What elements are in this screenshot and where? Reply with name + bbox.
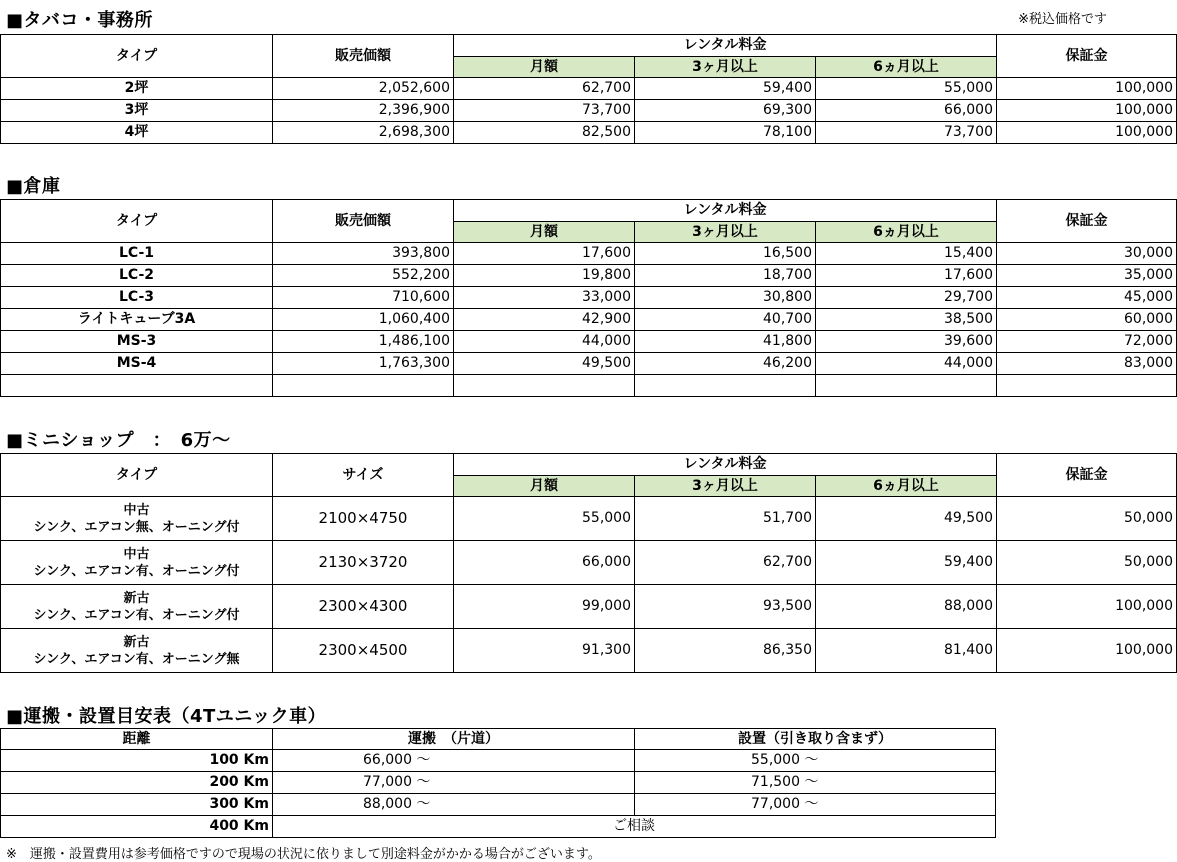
header-monthly: 月額	[454, 476, 635, 497]
table-row	[1, 629, 1177, 673]
sale-price-cell: 2,396,900	[273, 100, 454, 122]
monthly-cell: 49,500	[454, 353, 635, 375]
six-month-cell: 38,500	[816, 309, 997, 331]
six-month-cell: 29,700	[816, 287, 997, 309]
table-row	[1, 287, 1177, 309]
sale-price-cell	[273, 375, 454, 397]
type-cell	[1, 375, 273, 397]
three-month-cell: 16,500	[635, 243, 816, 265]
monthly-cell: 55,000	[454, 497, 635, 541]
three-month-cell: 69,300	[635, 100, 816, 122]
six-month-cell: 81,400	[816, 629, 997, 673]
table-row	[1, 497, 1177, 541]
six-month-cell: 88,000	[816, 585, 997, 629]
spec-label: シンク、エアコン有、オーニング付	[33, 607, 240, 623]
header-deposit: 保証金	[997, 35, 1177, 78]
header-rental: レンタル料金	[454, 200, 997, 222]
three-month-cell: 78,100	[635, 122, 816, 144]
six-month-cell: 73,700	[816, 122, 997, 144]
install-cell: 71,500 ～	[635, 772, 996, 794]
type-cell	[1, 497, 273, 541]
section-title-tobacco: ■タバコ・事務所	[6, 10, 153, 31]
sale-price-cell: 393,800	[273, 243, 454, 265]
type-cell: LC-3	[1, 287, 273, 309]
six-month-cell: 39,600	[816, 331, 997, 353]
type-cell	[1, 585, 273, 629]
table-row	[1, 750, 996, 772]
tax-note: ※税込価格です	[1018, 12, 1107, 27]
carry-cell: 77,000 ～	[273, 772, 635, 794]
three-month-cell: 59,400	[635, 78, 816, 100]
table-row	[1, 816, 996, 838]
monthly-cell: 42,900	[454, 309, 635, 331]
table-row	[1, 100, 1177, 122]
header-3months: 3ヶ月以上	[635, 57, 816, 78]
six-month-cell: 15,400	[816, 243, 997, 265]
table-row	[1, 331, 1177, 353]
header-deposit: 保証金	[997, 200, 1177, 243]
table-row	[1, 585, 1177, 629]
transport-table	[0, 728, 996, 838]
monthly-cell: 91,300	[454, 629, 635, 673]
three-month-cell	[635, 375, 816, 397]
monthly-cell: 19,800	[454, 265, 635, 287]
table-row	[1, 309, 1177, 331]
header-deposit: 保証金	[997, 454, 1177, 497]
tobacco-office-table	[0, 34, 1177, 144]
three-month-cell: 62,700	[635, 541, 816, 585]
type-cell: 4坪	[1, 122, 273, 144]
header-3months: 3ヶ月以上	[635, 476, 816, 497]
size-cell: 2100×4750	[273, 497, 454, 541]
six-month-cell: 17,600	[816, 265, 997, 287]
section-title-minishop: ■ミニショップ ： 6万～	[6, 430, 231, 451]
spec-label: シンク、エアコン無、オーニング付	[33, 519, 240, 535]
deposit-cell: 72,000	[997, 331, 1177, 353]
header-rental: レンタル料金	[454, 454, 997, 476]
deposit-cell: 83,000	[997, 353, 1177, 375]
monthly-cell: 62,700	[454, 78, 635, 100]
spec-label: シンク、エアコン有、オーニング付	[33, 563, 240, 579]
monthly-cell: 99,000	[454, 585, 635, 629]
table-row	[1, 265, 1177, 287]
warehouse-table	[0, 199, 1177, 397]
six-month-cell: 66,000	[816, 100, 997, 122]
table-row	[1, 541, 1177, 585]
spec-label: シンク、エアコン有、オーニング無	[33, 651, 240, 667]
consult-cell: ご相談	[273, 816, 996, 838]
section-title-transport: ■運搬・設置目安表（4Tユニック車）	[6, 706, 327, 727]
monthly-cell: 17,600	[454, 243, 635, 265]
type-cell	[1, 541, 273, 585]
type-cell: LC-1	[1, 243, 273, 265]
header-sale-price: 販売価額	[273, 200, 454, 243]
table-row	[1, 794, 996, 816]
table-row	[1, 772, 996, 794]
condition-label: 新古	[123, 590, 150, 606]
header-6months: 6ヵ月以上	[816, 476, 997, 497]
header-rental: レンタル料金	[454, 35, 997, 57]
monthly-cell: 73,700	[454, 100, 635, 122]
type-cell: MS-4	[1, 353, 273, 375]
distance-cell: 400 Km	[1, 816, 273, 838]
sale-price-cell: 1,763,300	[273, 353, 454, 375]
deposit-cell	[997, 375, 1177, 397]
sale-price-cell: 710,600	[273, 287, 454, 309]
monthly-cell: 33,000	[454, 287, 635, 309]
distance-cell: 100 Km	[1, 750, 273, 772]
carry-cell: 88,000 ～	[273, 794, 635, 816]
header-type: タイプ	[1, 200, 273, 243]
three-month-cell: 40,700	[635, 309, 816, 331]
three-month-cell: 46,200	[635, 353, 816, 375]
deposit-cell: 100,000	[997, 122, 1177, 144]
distance-cell: 200 Km	[1, 772, 273, 794]
monthly-cell: 82,500	[454, 122, 635, 144]
three-month-cell: 51,700	[635, 497, 816, 541]
header-sale-price: 販売価額	[273, 35, 454, 78]
size-cell: 2130×3720	[273, 541, 454, 585]
deposit-cell: 50,000	[997, 541, 1177, 585]
footnote: ※ 運搬・設置費用は参考価格ですので現場の状況に依りまして別途料金がかかる場合がございます。	[6, 847, 601, 862]
sale-price-cell: 2,698,300	[273, 122, 454, 144]
table-row	[1, 353, 1177, 375]
three-month-cell: 18,700	[635, 265, 816, 287]
carry-cell: 66,000 ～	[273, 750, 635, 772]
header-6months: 6ヵ月以上	[816, 57, 997, 78]
header-3months: 3ヶ月以上	[635, 222, 816, 243]
type-cell: 3坪	[1, 100, 273, 122]
type-cell: MS-3	[1, 331, 273, 353]
monthly-cell	[454, 375, 635, 397]
type-cell: LC-2	[1, 265, 273, 287]
header-carry: 運搬 （片道）	[273, 729, 635, 750]
size-cell: 2300×4500	[273, 629, 454, 673]
type-cell: ライトキューブ3A	[1, 309, 273, 331]
deposit-cell: 100,000	[997, 585, 1177, 629]
monthly-cell: 44,000	[454, 331, 635, 353]
deposit-cell: 50,000	[997, 497, 1177, 541]
minishop-table	[0, 453, 1177, 673]
condition-label: 中古	[123, 546, 150, 562]
condition-label: 新古	[123, 634, 150, 650]
table-row	[1, 243, 1177, 265]
header-monthly: 月額	[454, 57, 635, 78]
section-title-warehouse: ■倉庫	[6, 176, 61, 197]
deposit-cell: 30,000	[997, 243, 1177, 265]
condition-label: 中古	[123, 502, 150, 518]
deposit-cell: 100,000	[997, 100, 1177, 122]
sale-price-cell: 1,060,400	[273, 309, 454, 331]
monthly-cell: 66,000	[454, 541, 635, 585]
six-month-cell: 44,000	[816, 353, 997, 375]
six-month-cell	[816, 375, 997, 397]
header-type: タイプ	[1, 454, 273, 497]
deposit-cell: 35,000	[997, 265, 1177, 287]
header-6months: 6ヵ月以上	[816, 222, 997, 243]
sale-price-cell: 2,052,600	[273, 78, 454, 100]
sale-price-cell: 1,486,100	[273, 331, 454, 353]
deposit-cell: 100,000	[997, 78, 1177, 100]
deposit-cell: 100,000	[997, 629, 1177, 673]
type-cell	[1, 629, 273, 673]
table-row	[1, 78, 1177, 100]
header-type: タイプ	[1, 35, 273, 78]
three-month-cell: 30,800	[635, 287, 816, 309]
type-cell: 2坪	[1, 78, 273, 100]
three-month-cell: 93,500	[635, 585, 816, 629]
distance-cell: 300 Km	[1, 794, 273, 816]
install-cell: 77,000 ～	[635, 794, 996, 816]
three-month-cell: 86,350	[635, 629, 816, 673]
table-row	[1, 122, 1177, 144]
table-row-empty	[1, 375, 1177, 397]
install-cell: 55,000 ～	[635, 750, 996, 772]
size-cell: 2300×4300	[273, 585, 454, 629]
six-month-cell: 49,500	[816, 497, 997, 541]
six-month-cell: 59,400	[816, 541, 997, 585]
header-size: サイズ	[273, 454, 454, 497]
six-month-cell: 55,000	[816, 78, 997, 100]
header-distance: 距離	[1, 729, 273, 750]
three-month-cell: 41,800	[635, 331, 816, 353]
sale-price-cell: 552,200	[273, 265, 454, 287]
deposit-cell: 45,000	[997, 287, 1177, 309]
header-monthly: 月額	[454, 222, 635, 243]
header-install: 設置（引き取り含まず）	[635, 729, 996, 750]
deposit-cell: 60,000	[997, 309, 1177, 331]
